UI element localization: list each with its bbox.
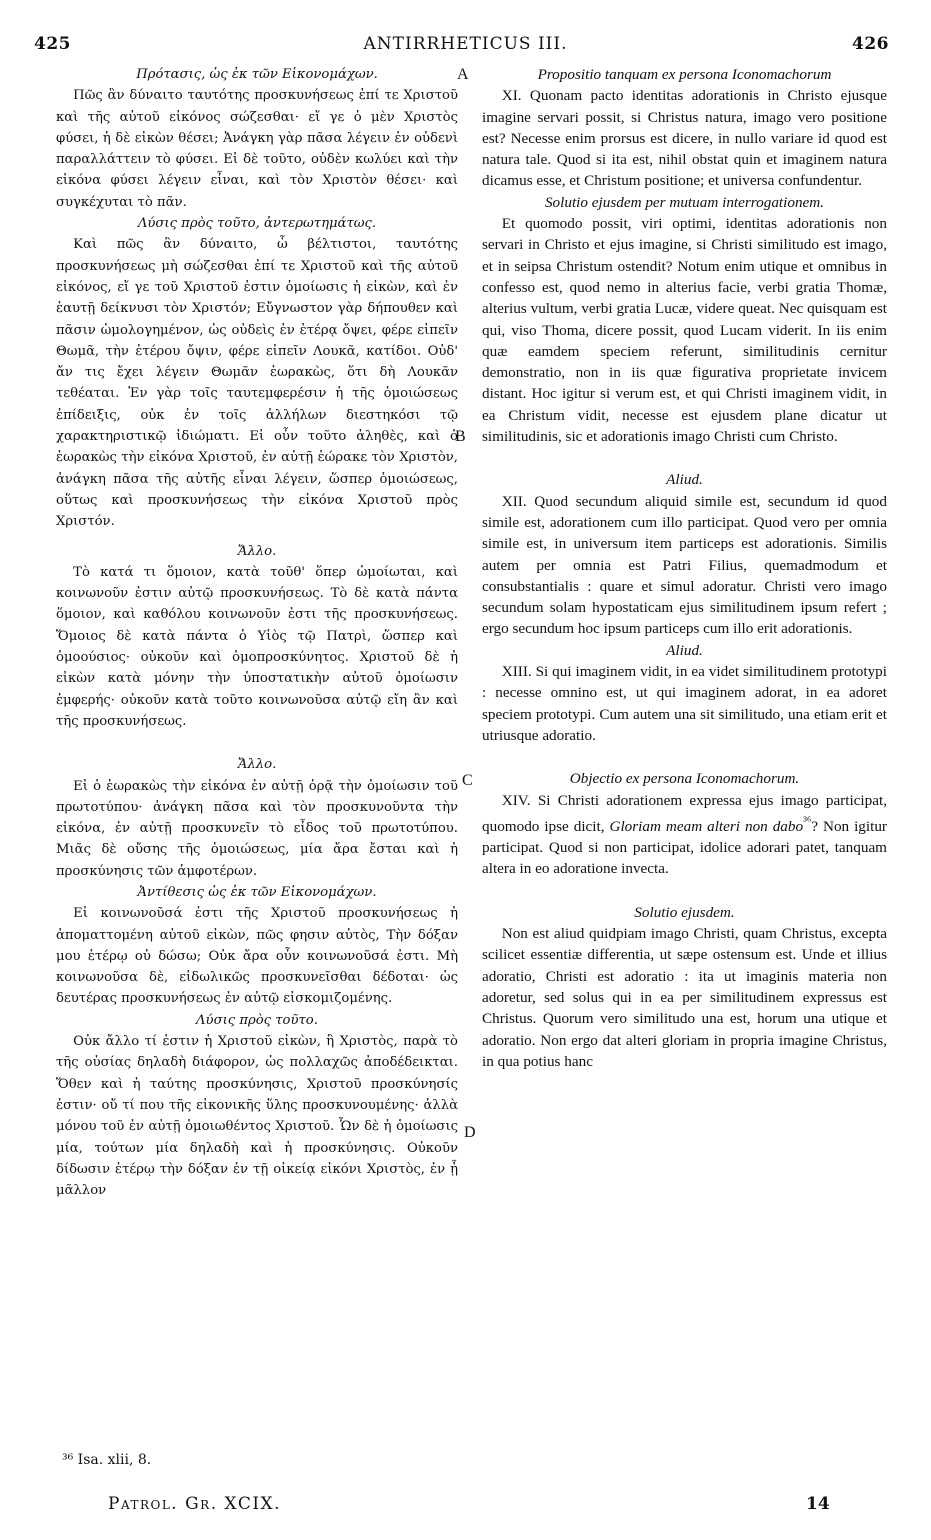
greek-paragraph-6: Οὐκ ἄλλο τί ἐστιν ἡ Χριστοῦ εἰκὼν, ἢ Χριστὸς, παρὰ τὸ τῆς οὐσίας δηλαδὴ διάφορον, ὡς πολλαχῶς ἀποδέδεικται. Ὅθεν καὶ ἡ ταύτης προσκύνησις, Χριστοῦ προσκύνησίς ἐστιν· οὔ τί που τῆς εἰκονικῆς ὕλης προσκυνουμένης· ἀλλὰ μόνου τοῦ ἐν αὐτῇ ὁμοιωθέντος Χριστοῦ. Ὧν δὲ ἡ ὁμοίωσις μία, τούτων μία δηλαδὴ καὶ ἡ προσκύνησις. Οὐκοῦν δίδωσιν ἑτέρῳ τὴν δόξαν ἐν τῇ οἰκείᾳ εἰκόνι Χριστὸς, ἐν ᾗ μᾶλλον bbox=[56, 1034, 458, 1199]
latin-heading-propositio: Propositio tanquam ex persona Iconomachorum bbox=[537, 66, 832, 83]
latin-heading-solutio-2: Solutio ejusdem. bbox=[634, 903, 735, 921]
gathering-number: 14 bbox=[806, 1494, 830, 1514]
footnote-ref: ³⁶ bbox=[803, 813, 812, 828]
latin-heading-aliud-2: Aliud. bbox=[666, 641, 703, 659]
greek-paragraph-5: Εἰ κοινωνοῦσά ἐστι τῆς Χριστοῦ προσκυνήσεως ἡ ἀποματτομένη αὐτοῦ εἰκὼν, πῶς φησιν αὐτὸς, Τὴν δόξαν μου ἑτέρῳ οὐ δώσω; Οὐκ ἄρα οὖν κοινωνοῦσά ἐστι. Μὴ κοινωνοῦσα δὲ, εἰδωλικῶς προσκυνεῖσθαι δέδοται· ὡς δευτέρας προσκυνήσεως ἐν αὐτῷ εἰσκομιζομένης. bbox=[56, 906, 458, 1007]
patrologia-signature: Patrol. Gr. XCIX. bbox=[108, 1494, 282, 1514]
greek-column bbox=[56, 64, 458, 1201]
footnote: ³⁶ Isa. xlii, 8. bbox=[62, 1452, 152, 1468]
section-marker-a: A bbox=[457, 66, 469, 83]
latin-paragraph-xi: XI. Quonam pacto identitas adorationis in Christo ejusque imagine servari possit, si Christus natura, imago vero positione est? Necesse enim prorsus est dicere, in nullo variare id quod est natura tale. Quod si ita est, nihil obstat quin et imaginem natura dicamus esse, et Christum positione; et universa confundentur. bbox=[482, 87, 887, 190]
greek-heading-lysis: Λύσις πρὸς τοῦτο. bbox=[196, 1012, 318, 1028]
greek-paragraph-3: Τὸ κατά τι ὅμοιον, κατὰ τοῦθ' ὅπερ ὡμοίωται, καὶ κοινωνοῦν ἐστιν αὐτῷ προσκυνήσεως. Τὸ δὲ κατὰ πάντα ὅμοιον, καὶ καθόλου κοινωνοῦν ἐστι τῆς προσκυνήσεως. Ὅμοιος δὲ κατὰ πάντα ὁ Υἱὸς τῷ Πατρὶ, ὥσπερ καὶ ὁμοούσιος· οὐκοῦν καὶ ὁμοπροσκύνητος. Χριστοῦ δὲ ἡ εἰκὼν κατὰ μόνην τὴν ὑποστατικὴν αὐτοῦ ὁμοίωσιν ἐμφερής· οὐκοῦν κατὰ τοῦτο κοινωνοῦσα αὐτῷ εἴη ἂν καὶ τῆς προσκυνήσεως. bbox=[56, 564, 458, 729]
section-marker-b: B bbox=[455, 428, 466, 445]
latin-paragraph-xii: XII. Quod secundum aliquid simile est, secundum id quod simile est, adorationem cum illo participat. Quod vero per omnia simile est, in universum item particeps est adorationis. Similis autem per omnia est Patri Filius, quemadmodum et consubstantialis : quare et simul adoratur. Christi vero imago secundum solam hypostaticam ejus similitudinem ipsum refert ; ergo secundum hoc ipsum particeps cum illo erit adorationis. bbox=[482, 492, 887, 638]
right-page-number: 426 bbox=[852, 34, 889, 54]
greek-paragraph-1: Πῶς ἂν δύναιτο ταυτότης προσκυνήσεως ἐπί τε Χριστοῦ καὶ τῆς αὐτοῦ εἰκόνος σώζεσθαι· εἴ γε ὁ μὲν Χριστὸς φύσει, ἡ δὲ εἰκὼν θέσει; Ἀνάγκη γὰρ πᾶσα λέγειν ἐν οὐδενὶ παραλλάττειν τὸ φύσει. Εἰ δὲ τοῦτο, οὐδὲν κωλύει καὶ τὴν εἰκόνα φύσει λέγειν εἶναι, καὶ τὸν Χριστὸν θέσει· καὶ συγκέχυται τὸ πᾶν. bbox=[56, 88, 458, 210]
latin-paragraph-xiii: XIII. Si qui imaginem vidit, in ea videt similitudinem prototypi : necesse omnino est, ut qui imaginem adorat, in ea adoret speciem prototypi. Cum autem una sit similitudo, una etiam erit et utriusque adoratio. bbox=[482, 663, 887, 744]
latin-heading-aliud-1: Aliud. bbox=[666, 471, 703, 489]
section-marker-d: D bbox=[464, 1124, 476, 1141]
latin-paragraph-xiv: XIV. Si Christi adorationem expressa ejus imago participat, quomodo ipse dicit, Gloriam meam alteri non dabo$^{^{36}}$? Non igitur participat. Quod si non participat, idolice adorari patet, tanquam altera in eo adoratione invecta. bbox=[482, 791, 887, 878]
latin-paragraph-6: Non est aliud quidpiam imago Christi, quam Christus, excepta scilicet essentiæ differentia, ut sæpe ostensum est. Unde et illius adoratio, Christi est adoratio : ita ut imaginis materia non adoretur, sed solus qui in ea per similitudinem expressus est Christus. Quorum vero similitudo una est, horum una utique et adoratio. Non ergo dat alteri gloriam in propria imagine Christus, in qua potius hanc bbox=[482, 925, 887, 1070]
greek-heading-solutio: Λύσις πρὸς τοῦτο, ἀντερωτημάτως. bbox=[137, 216, 377, 232]
greek-paragraph-4: Εἰ ὁ ἑωρακὼς τὴν εἰκόνα ἐν αὐτῇ ὁρᾷ τὴν ὁμοίωσιν τοῦ πρωτοτύπου· ἀνάγκη πᾶσα καὶ τὸν προσκυνοῦντα τὴν εἰκόνα, ἐν αὐτῇ προσκυνεῖν τὸ εἶδος τοῦ πρωτοτύπου. Μιᾶς δὲ οὔσης τῆς ὁμοιώσεως, μία ἄρα ἔσται καὶ ἡ προσκύνησις τῶν ἀμφοτέρων. bbox=[56, 778, 458, 879]
greek-heading-aliud-2: Ἄλλο. bbox=[237, 757, 277, 773]
section-marker-c: C bbox=[462, 772, 473, 789]
running-title: ANTIRRHETICUS III. bbox=[363, 34, 568, 54]
latin-column bbox=[482, 64, 887, 1072]
scripture-quote: Gloriam meam alteri non dabo bbox=[609, 817, 804, 835]
greek-heading-propositio: Πρότασις, ὡς ἐκ τῶν Εἰκονομάχων. bbox=[136, 67, 378, 82]
greek-heading-aliud-1: Ἄλλο. bbox=[237, 543, 277, 559]
latin-heading-objectio: Objectio ex persona Iconomachorum. bbox=[569, 770, 800, 788]
greek-paragraph-2: Καὶ πῶς ἂν δύναιτο, ὦ βέλτιστοι, ταυτότης προσκυνήσεως μὴ σώζεσθαι ἐπί τε Χριστοῦ καὶ τῆς αὐτοῦ εἰκόνος, εἴ γε τοῦ Χριστοῦ ἐστιν ὁμοίωσις ἡ εἰκὼν, καὶ ἐν ἑαυτῇ δείκνυσι τὸν Χριστόν; Εὔγνωστον γὰρ δήπουθεν καὶ πᾶσιν ὡμολογημένον, ὡς οὐδεὶς ἐν ἑτέρᾳ ὄψει, φέρε εἰπεῖν Θωμᾶ, τὴν ἑτέρου ὄψιν, φέρε εἰπεῖν Λουκᾶ, κατίδοι. Οὐδ' ἄν τις ἔχει λέγειν Θωμᾶν ἑωρακὼς, ὅτι δὴ Λουκᾶν τεθέαται. Ἐν γὰρ τοῖς ταυτεμφερέσιν ἡ τῆς ὁμοιώσεως ἐπίδειξις, οὐκ ἐν τοῖς ἀλλήλων διεστηκόσι τῷ χαρακτηριστικῷ ἰδιώματι. Εἰ οὖν τοῦτο ἀληθὲς, καὶ ὁ ἑωρακὼς τὴν εἰκόνα Χριστοῦ, ἐν αὐτῇ ἑώρακε τὸν Χριστὸν, ἀνάγκη πᾶσα τῆς αὐτῆς εἶναι λέγειν, ὥσπερ ὁμοιώσεως, οὕτως καὶ προσκυνήσεως τὴν εἰκόνα Χριστοῦ πρὸς Χριστόν. bbox=[56, 237, 458, 530]
greek-heading-antithesis: Ἀντίθεσις ὡς ἐκ τῶν Εἰκονομάχων. bbox=[137, 884, 377, 900]
latin-paragraph-2: Et quomodo possit, viri optimi, identitas adorationis non servari in Christo et ejus imagine, si Christi similitudo est imago, et in seipsa Christum ostendit? Notum enim utique et omnibus in confesso est, quod nemo in alterius facie, verbi gratia Thomæ, alterius vultum, verbi gratia Lucæ, videre queat. Nec quisquam est qui, viso Thoma, dicere possit, quod Lucam viderit. In iis enim quæ eamdem speciem referunt, similitudinis cernitur demonstratio, non in iis quæ figurativa proprietate invicem distant. Hoc igitur si verum est, et qui Christi imaginem vidit, in ea Christum vidit, necesse est ejusdem plane dicatur ut similitudinis, sic et adorationis imago Christi cum Christo. bbox=[482, 215, 887, 446]
latin-heading-solutio: Solutio ejusdem per mutuam interrogationem. bbox=[544, 193, 825, 211]
left-page-number: 425 bbox=[34, 34, 71, 54]
